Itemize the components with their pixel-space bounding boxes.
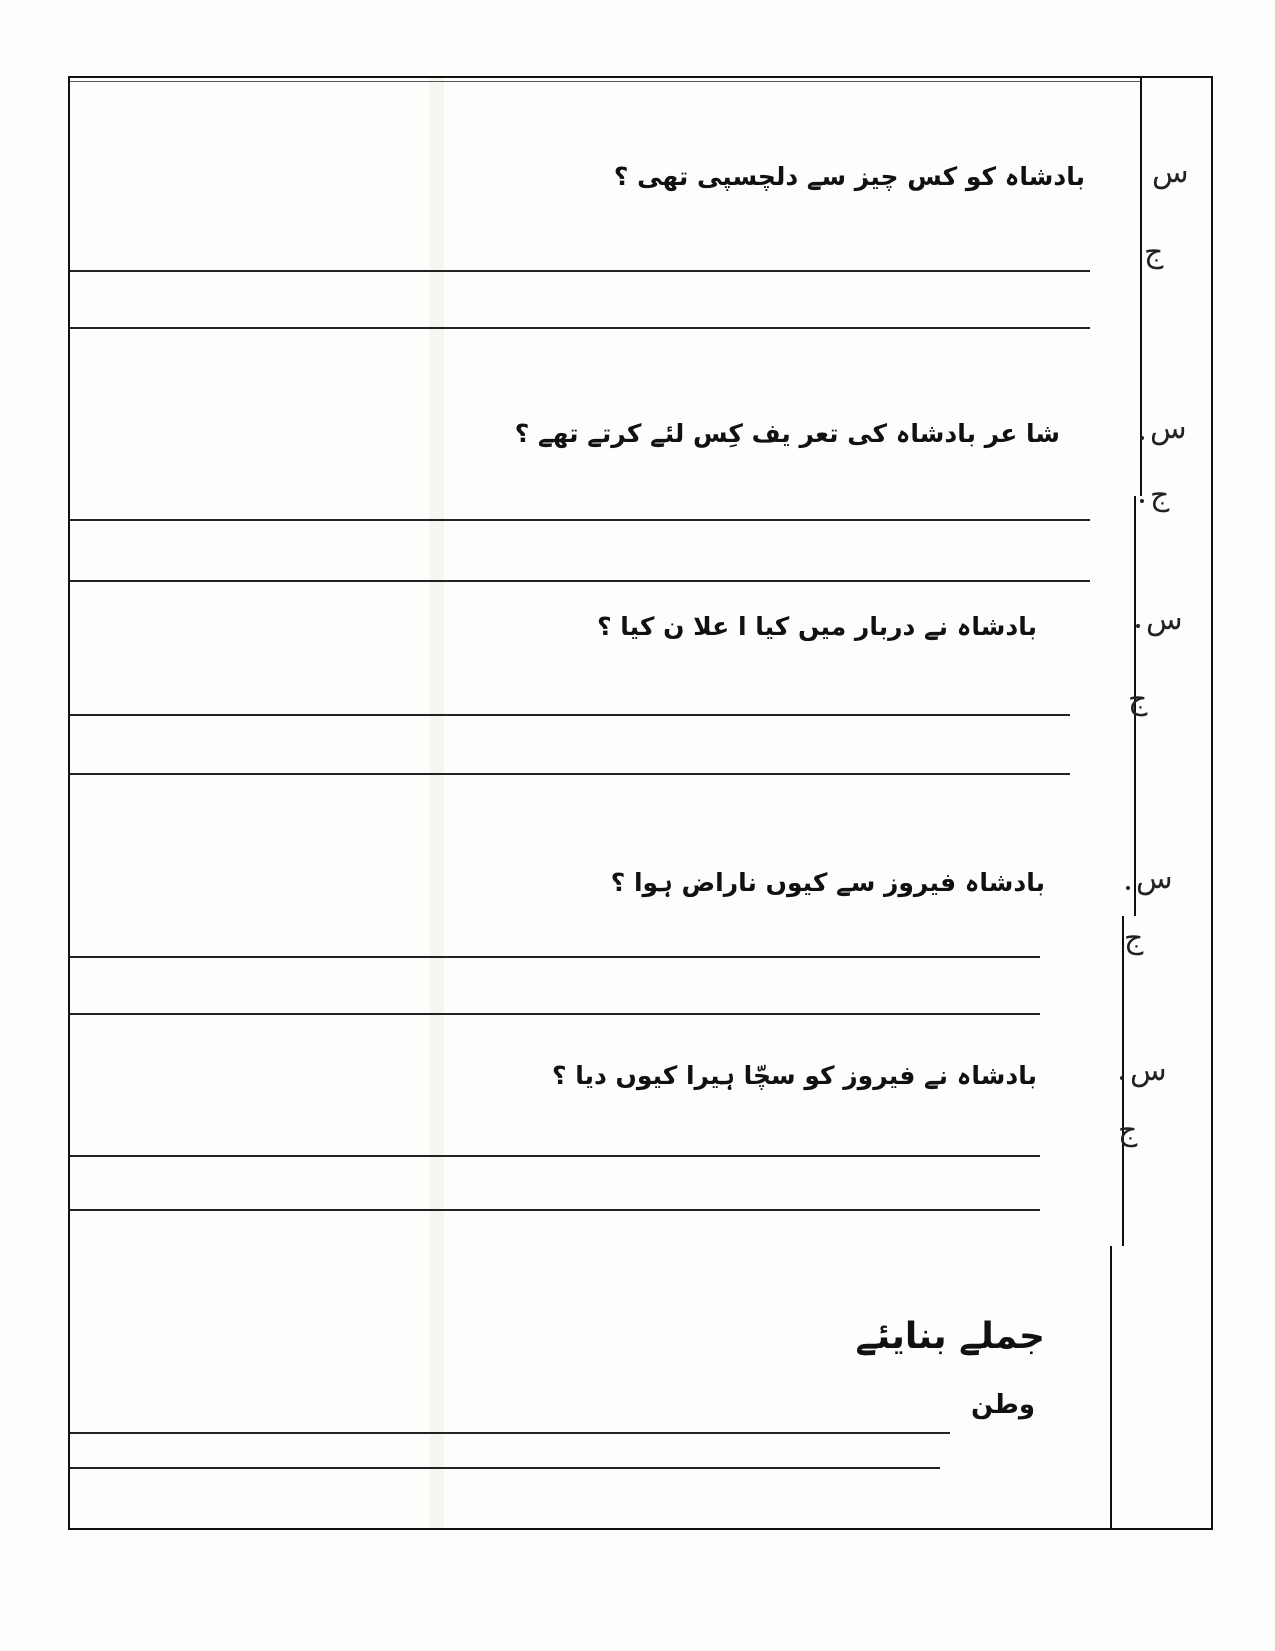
answer-marker: ج [1144,235,1164,270]
question-5: بادشاہ نے فیروز کو سچّا ہیرا کیوں دیا ؟ [552,1061,1037,1090]
margin-rule [1110,1246,1112,1530]
bullet-dot [1126,886,1130,890]
answer-line[interactable] [70,1209,1040,1211]
bullet-dot [1140,499,1144,503]
question-marker: س [1130,1053,1167,1088]
bullet-dot [1136,624,1140,628]
question-1: بادشاہ کو کس چیز سے دلچسپی تھی ؟ [613,162,1085,191]
question-marker: س [1136,861,1173,896]
question-marker: س [1146,602,1183,637]
answer-marker: ج [1150,478,1170,513]
margin-rule [1122,916,1124,1246]
question-3: بادشاہ نے دربار میں کیا ا علا ن کیا ؟ [597,612,1037,641]
answer-line[interactable] [70,714,1070,716]
answer-line[interactable] [70,1155,1040,1157]
answer-line[interactable] [70,956,1040,958]
answer-line[interactable] [70,519,1090,521]
section-heading: جملے بنایئے [855,1316,1045,1357]
answer-line[interactable] [70,1432,950,1434]
margin-rule [1140,76,1142,496]
answer-marker: ج [1128,682,1148,717]
bullet-dot [1120,1076,1124,1080]
answer-line[interactable] [70,270,1090,272]
question-4: بادشاہ فیروز سے کیوں ناراض ہوا ؟ [610,868,1045,897]
answer-line[interactable] [70,327,1090,329]
bullet-dot [1140,436,1144,440]
question-marker: س [1152,155,1189,190]
question-marker: س [1150,411,1187,446]
answer-line[interactable] [70,580,1090,582]
answer-line[interactable] [70,773,1070,775]
answer-line[interactable] [70,1467,940,1469]
question-2: شا عر بادشاہ کی تعر یف کِس لئے کرتے تھے ؟ [514,419,1060,448]
top-border-line [70,81,1140,82]
answer-marker: ج [1118,1113,1138,1148]
sentence-word: وطن [970,1390,1035,1420]
answer-marker: ج [1124,921,1144,956]
answer-line[interactable] [70,1013,1040,1015]
page-border [68,76,1213,1530]
